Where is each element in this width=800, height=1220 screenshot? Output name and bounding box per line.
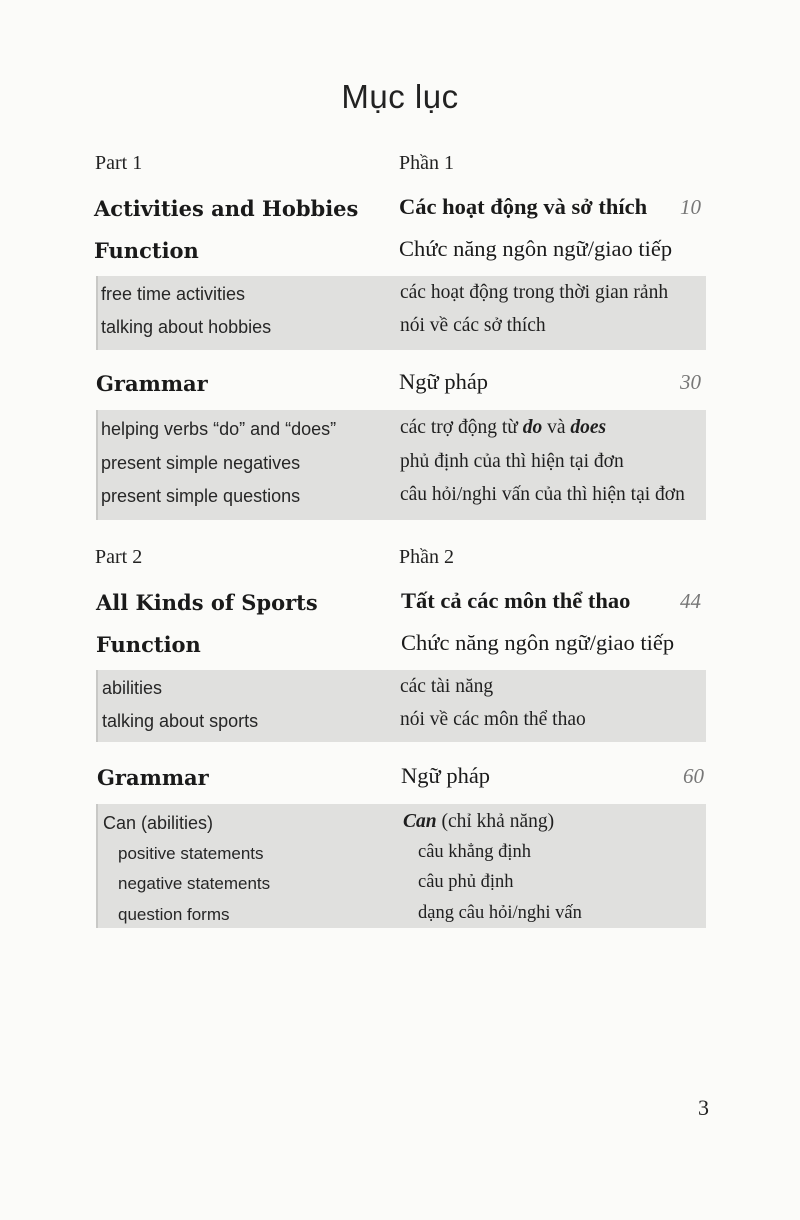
- topic-title-vi: Các hoạt động và sở thích: [399, 194, 648, 219]
- function-item-vi: nói về các môn thể thao: [400, 709, 586, 730]
- part-label-en: Part 1: [95, 152, 143, 174]
- function-item-en: talking about hobbies: [101, 317, 272, 337]
- function-item-en: free time activities: [101, 284, 246, 304]
- part-label-vi: Phần 1: [399, 152, 454, 174]
- grammar-item-vi-text: và: [542, 417, 571, 438]
- topic-page-number: 44: [680, 589, 701, 613]
- part-label-en: Part 2: [95, 546, 143, 568]
- grammar-page-number: 60: [683, 764, 704, 788]
- function-item-vi: nói về các sở thích: [400, 315, 546, 336]
- function-item-en: talking about sports: [102, 711, 259, 731]
- grammar-item-vi-emphasis: do: [522, 417, 543, 438]
- grammar-item-vi: [403, 811, 554, 833]
- grammar-subitem-en: question forms: [118, 905, 230, 924]
- grammar-subitem-en: negative statements: [118, 874, 271, 893]
- function-item-en: abilities: [102, 678, 163, 698]
- page-number: 3: [698, 1095, 709, 1120]
- function-item-vi: các hoạt động trong thời gian rảnh: [400, 282, 669, 303]
- grammar-subitem-vi: câu khẳng định: [418, 842, 532, 862]
- grammar-item-en: helping verbs “do” and “does”: [101, 419, 337, 439]
- grammar-item-vi: câu hỏi/nghi vấn của thì hiện tại đơn: [400, 484, 685, 505]
- grammar-item-vi-text: các trợ động từ: [400, 417, 523, 438]
- function-item-vi: các tài năng: [400, 676, 494, 697]
- topic-title-en: All Kinds of Sports: [96, 590, 318, 615]
- grammar-heading-vi: Ngữ pháp: [401, 763, 491, 788]
- grammar-item-vi: phủ định của thì hiện tại đơn: [400, 451, 624, 472]
- page-title: Mục lục: [341, 78, 459, 115]
- grammar-page-number: 30: [680, 370, 701, 394]
- function-heading-en: Function: [96, 632, 201, 657]
- box-edge: [96, 410, 98, 520]
- function-heading-vi: Chức năng ngôn ngữ/giao tiếp: [399, 236, 673, 261]
- grammar-heading-en: Grammar: [96, 371, 208, 396]
- box-edge: [96, 670, 98, 742]
- grammar-item-vi: [400, 417, 606, 439]
- grammar-subitem-vi: câu phủ định: [418, 872, 514, 892]
- part-label-vi: Phần 2: [399, 546, 454, 568]
- topic-title-vi: Tất cả các môn thể thao: [401, 588, 631, 613]
- grammar-item-vi-text: (chỉ khả năng): [436, 811, 555, 832]
- function-heading-en: Function: [94, 238, 199, 263]
- grammar-subitem-en: positive statements: [118, 844, 264, 863]
- box-edge: [96, 804, 98, 928]
- topic-title-en: Activities and Hobbies: [94, 196, 359, 221]
- grammar-heading-vi: Ngữ pháp: [399, 369, 489, 394]
- topic-page-number: 10: [680, 195, 701, 219]
- grammar-item-vi-emphasis: Can: [403, 811, 437, 832]
- box-edge: [96, 276, 98, 350]
- grammar-subitem-vi: dạng câu hỏi/nghi vấn: [418, 903, 582, 923]
- grammar-item-en: present simple questions: [101, 486, 301, 506]
- grammar-item-en: present simple negatives: [101, 453, 301, 473]
- grammar-item-en: Can (abilities): [103, 813, 214, 833]
- grammar-item-vi-emphasis: does: [570, 417, 607, 438]
- function-heading-vi: Chức năng ngôn ngữ/giao tiếp: [401, 630, 675, 655]
- grammar-heading-en: Grammar: [97, 765, 209, 790]
